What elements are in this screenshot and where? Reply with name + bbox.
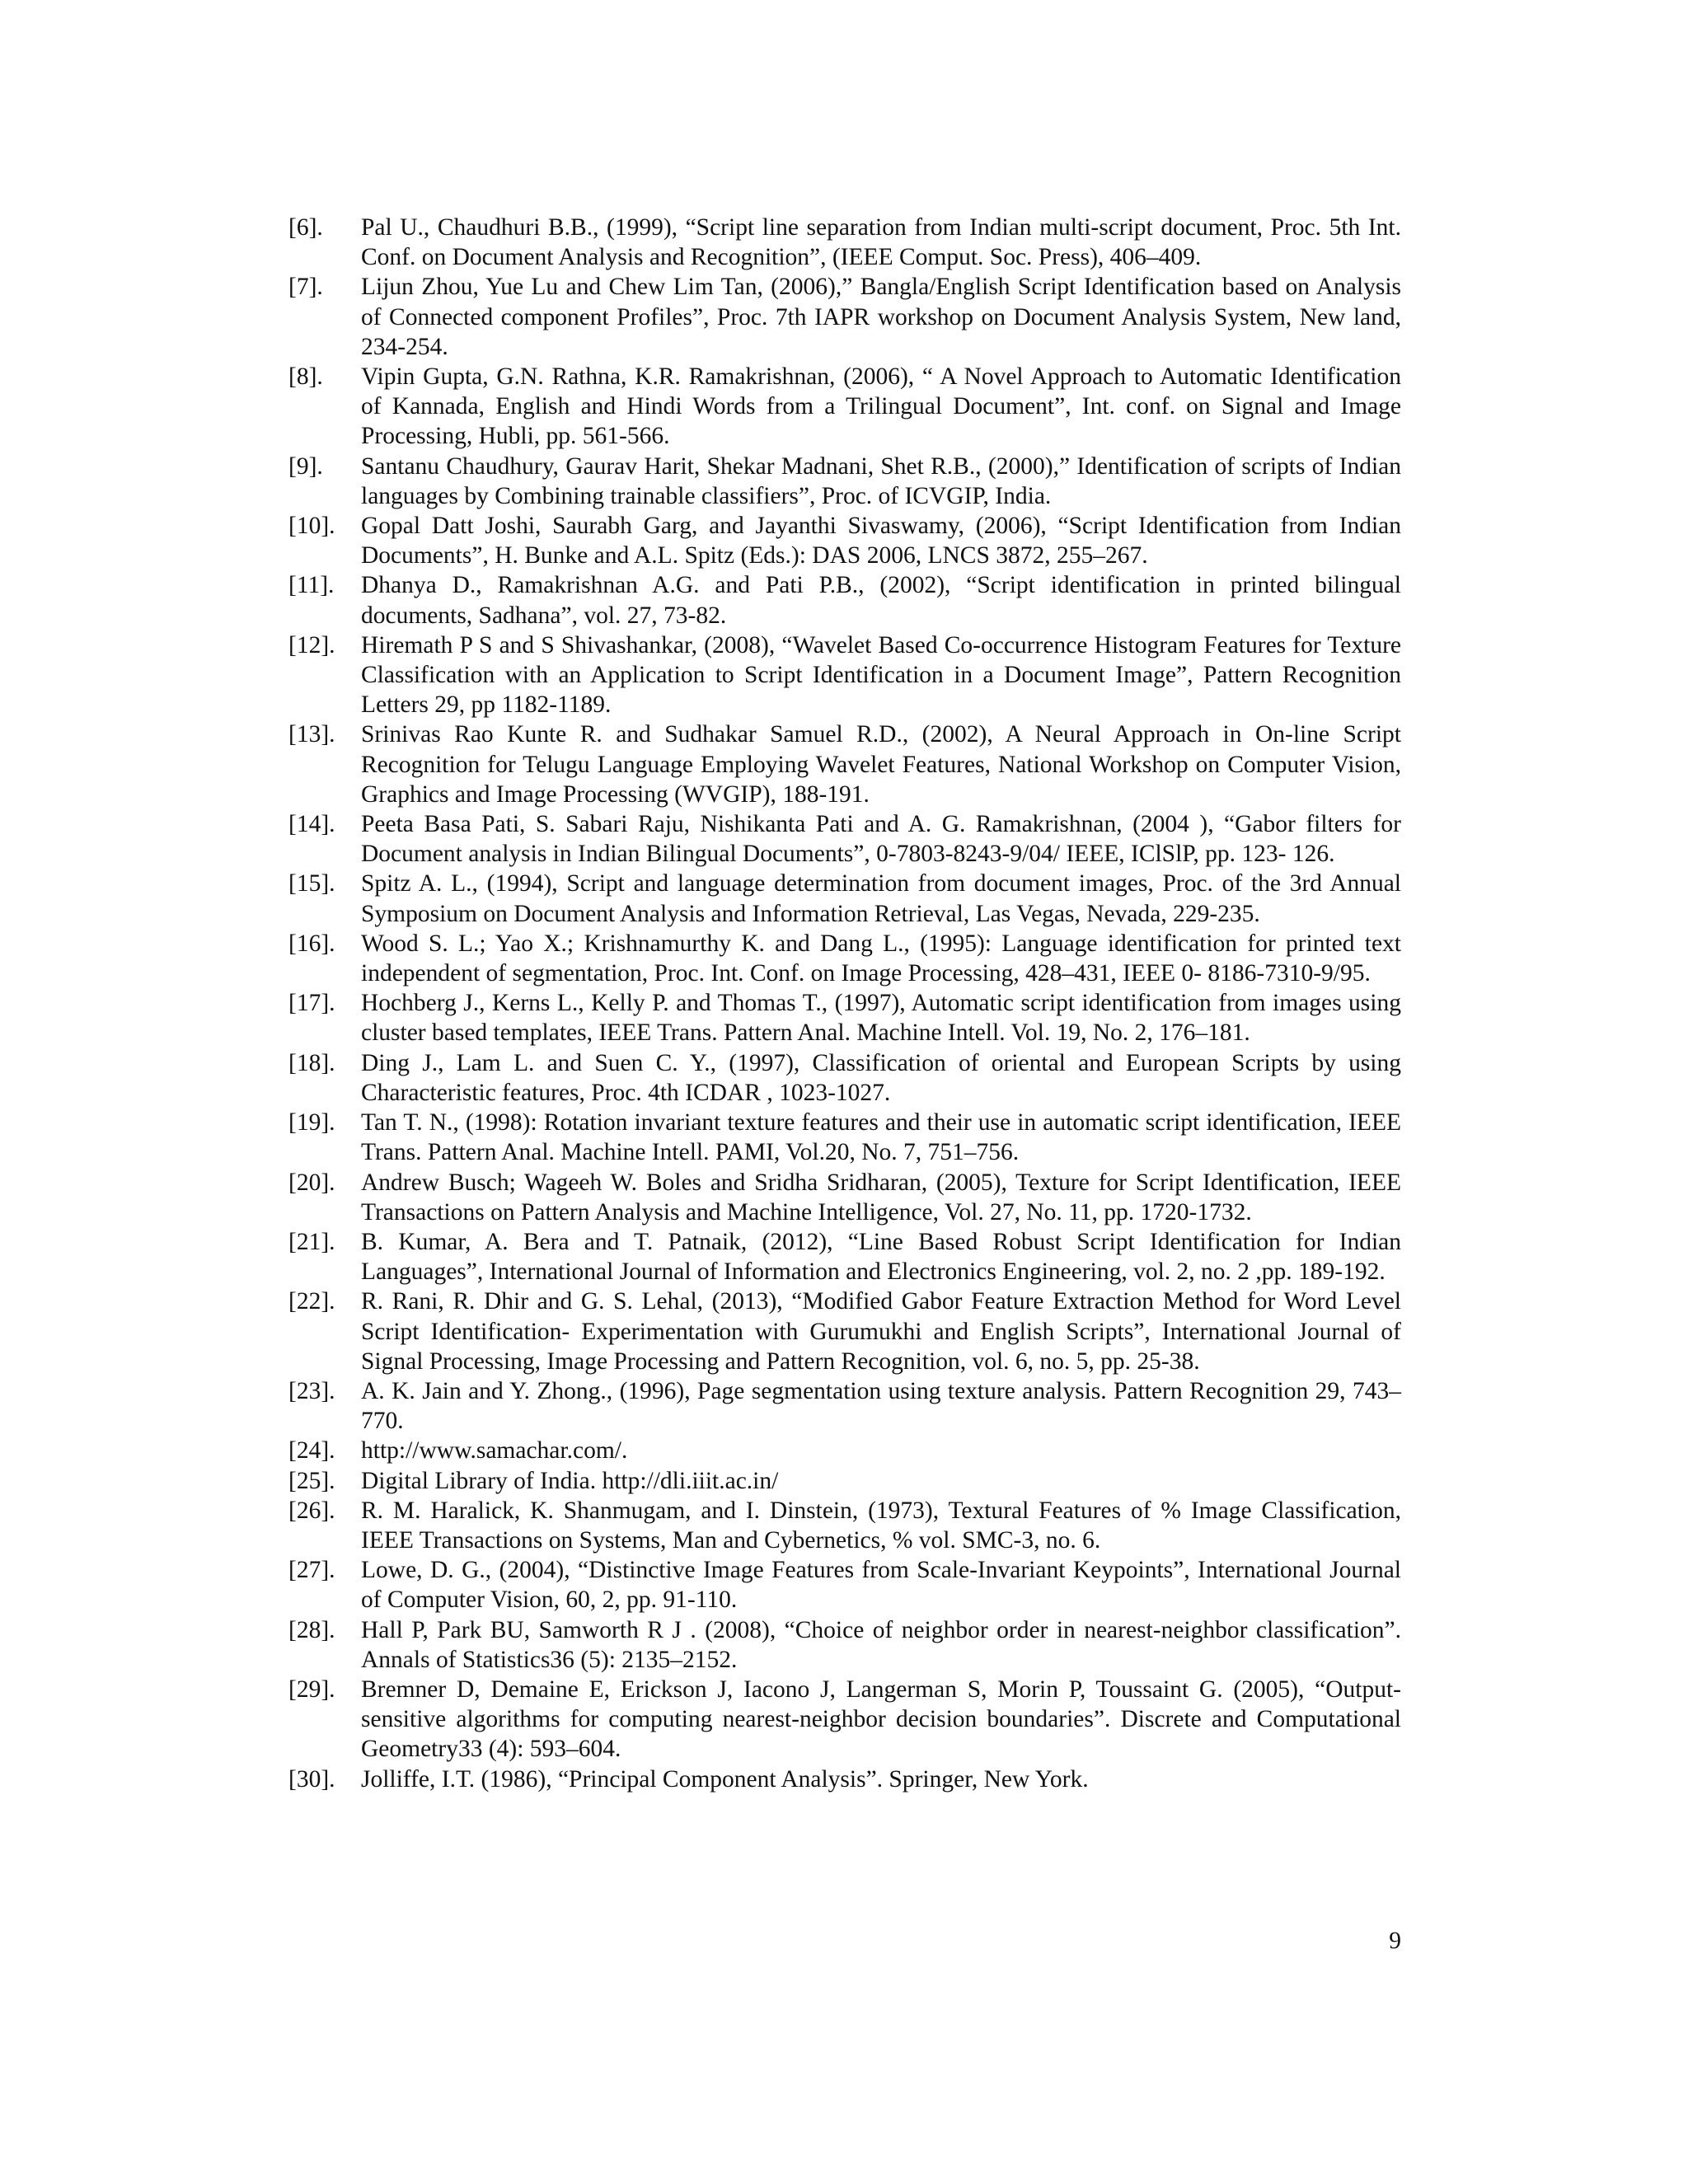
reference-item [288,1765,1401,1794]
reference-item [288,570,1401,630]
page-number: 9 [1389,1928,1401,1954]
reference-text: A. K. Jain and Y. Zhong., (1996), Page segmentation using texture analysis. Pattern Recognition 29, 743–770. [361,1377,1401,1435]
reference-text: Peeta Basa Pati, S. Sabari Raju, Nishikanta Pati and A. G. Ramakrishnan, (2004 ), “Gabor filters for Document analysis in Indian Bilingual Documents”, 0-7803-8243-9/04/ IEEE, IClSlP, pp. 123- 126. [361,811,1401,868]
reference-number: [26]. [288,1497,335,1524]
reference-text: Vipin Gupta, G.N. Rathna, K.R. Ramakrishnan, (2006), “ A Novel Approach to Automatic Identification of Kannada, English and Hindi Words from a Trilingual Document”, Int. conf. on Signal and Image Processing, Hubli, pp. 561-566. [361,363,1401,450]
reference-item [288,630,1401,720]
reference-number: [6]. [288,214,323,241]
reference-text: http://www.samachar.com/. [361,1437,628,1465]
reference-item [288,929,1401,988]
reference-number: [7]. [288,274,323,301]
reference-item [288,1108,1401,1167]
reference-number: [27]. [288,1557,335,1584]
reference-item [288,1436,1401,1465]
reference-number: [12]. [288,631,335,658]
reference-number: [21]. [288,1228,335,1255]
reference-text: Wood S. L.; Yao X.; Krishnamurthy K. and Dang L., (1995): Language identification for printed text independent of segmentation, Proc. Int. Conf. on Image Processing, 428–431, IEEE 0- 8186-7310-9/95. [361,930,1401,987]
reference-item [288,1227,1401,1286]
reference-number: [10]. [288,513,335,540]
reference-item [288,1555,1401,1615]
reference-number: [18]. [288,1049,335,1076]
reference-text: Andrew Busch; Wageeh W. Boles and Sridha Sridharan, (2005), Texture for Script Identification, IEEE Transactions on Pattern Analysis and Machine Intelligence, Vol. 27, No. 11, pp. 1720-1732. [361,1169,1401,1226]
reference-text: Hall P, Park BU, Samworth R J . (2008), “Choice of neighbor order in nearest-neighbor classification”. Annals of Statistics36 (5): 2135–2152. [361,1616,1401,1673]
reference-item [288,452,1401,511]
reference-text: Digital Library of India. http://dli.iiit.ac.in/ [361,1467,779,1494]
reference-item [288,988,1401,1047]
reference-number: [9]. [288,452,323,480]
reference-text: R. M. Haralick, K. Shanmugam, and I. Dinstein, (1973), Textural Features of % Image Classification, IEEE Transactions on Systems, Man and Cybernetics, % vol. SMC-3, no. 6. [361,1497,1401,1554]
reference-item [288,1496,1401,1555]
reference-text: R. Rani, R. Dhir and G. S. Lehal, (2013), “Modified Gabor Feature Extraction Method for Word Level Script Identification- Experimentation with Gurumukhi and English Scripts”, International Journal of Signal Processing, Image Processing and Pattern Recognition, vol. 6, no. 5, pp. 25-38. [361,1288,1401,1375]
reference-number: [17]. [288,990,335,1017]
reference-text: Lowe, D. G., (2004), “Distinctive Image Features from Scale-Invariant Keypoints”, International Journal of Computer Vision, 60, 2, pp. 91-110. [361,1557,1401,1614]
reference-number: [28]. [288,1616,335,1643]
reference-number: [11]. [288,572,335,599]
reference-number: [24]. [288,1437,335,1465]
reference-text: Spitz A. L., (1994), Script and language determination from document images, Proc. of the 3rd Annual Symposium on Document Analysis and Information Retrieval, Las Vegas, Nevada, 229-235. [361,870,1401,927]
reference-item [288,869,1401,928]
reference-item [288,272,1401,362]
reference-item [288,213,1401,272]
reference-text: Jolliffe, I.T. (1986), “Principal Component Analysis”. Springer, New York. [361,1765,1089,1793]
reference-item [288,1168,1401,1227]
reference-item [288,1466,1401,1496]
reference-number: [15]. [288,870,335,898]
reference-item [288,1376,1401,1436]
reference-text: Lijun Zhou, Yue Lu and Chew Lim Tan, (2006),” Bangla/English Script Identification based on Analysis of Connected component Profiles”, Proc. 7th IAPR workshop on Document Analysis System, New land, 234-254. [361,274,1401,360]
reference-number: [25]. [288,1467,335,1494]
reference-number: [14]. [288,811,335,838]
reference-text: Ding J., Lam L. and Suen C. Y., (1997), Classification of oriental and European Scripts by using Characteristic features, Proc. 4th ICDAR , 1023-1027. [361,1049,1401,1106]
reference-text: Dhanya D., Ramakrishnan A.G. and Pati P.B., (2002), “Script identification in printed bilingual documents, Sadhana”, vol. 27, 73-82. [361,572,1401,629]
reference-text: Hiremath P S and S Shivashankar, (2008), “Wavelet Based Co-occurrence Histogram Features for Texture Classification with an Application to Script Identification in a Document Image”, Pattern Recognition Letters 29, pp 1182-1189. [361,631,1401,719]
reference-text: Tan T. N., (1998): Rotation invariant texture features and their use in automatic script identification, IEEE Trans. Pattern Anal. Machine Intell. PAMI, Vol.20, No. 7, 751–756. [361,1109,1401,1166]
reference-item [288,809,1401,869]
reference-text: Gopal Datt Joshi, Saurabh Garg, and Jayanthi Sivaswamy, (2006), “Script Identification from Indian Documents”, H. Bunke and A.L. Spitz (Eds.): DAS 2006, LNCS 3872, 255–267. [361,513,1401,569]
reference-number: [13]. [288,721,335,748]
reference-number: [19]. [288,1109,335,1137]
reference-item [288,1675,1401,1765]
reference-item [288,1048,1401,1108]
reference-text: Pal U., Chaudhuri B.B., (1999), “Script line separation from Indian multi-script document, Proc. 5th Int. Conf. on Document Analysis and Recognition”, (IEEE Comput. Soc. Press), 406–409. [361,214,1401,271]
reference-text: Hochberg J., Kerns L., Kelly P. and Thomas T., (1997), Automatic script identification from images using cluster based templates, IEEE Trans. Pattern Anal. Machine Intell. Vol. 19, No. 2, 176–181. [361,990,1401,1047]
reference-number: [16]. [288,930,335,957]
reference-text: Santanu Chaudhury, Gaurav Harit, Shekar Madnani, Shet R.B., (2000),” Identification of scripts of Indian languages by Combining trainable classifiers”, Proc. of ICVGIP, India. [361,452,1401,509]
reference-text: Srinivas Rao Kunte R. and Sudhakar Samuel R.D., (2002), A Neural Approach in On-line Script Recognition for Telugu Language Employing Wavelet Features, National Workshop on Computer Vision, Graphics and Image Processing (WVGIP), 188-191. [361,721,1401,808]
reference-number: [30]. [288,1765,335,1793]
reference-item [288,511,1401,570]
reference-number: [8]. [288,363,323,391]
reference-item [288,1286,1401,1376]
reference-number: [29]. [288,1675,335,1703]
reference-list [288,213,1401,1794]
reference-item [288,362,1401,452]
reference-number: [20]. [288,1169,335,1196]
reference-item [288,719,1401,809]
reference-text: Bremner D, Demaine E, Erickson J, Iacono J, Langerman S, Morin P, Toussaint G. (2005), “Output-sensitive algorithms for computing nearest-neighbor decision boundaries”. Discrete and Computational Geometry33 (4): 593–604. [361,1675,1401,1763]
reference-number: [23]. [288,1377,335,1404]
reference-item [288,1615,1401,1675]
reference-number: [22]. [288,1288,335,1315]
reference-text: B. Kumar, A. Bera and T. Patnaik, (2012), “Line Based Robust Script Identification for Indian Languages”, International Journal of Information and Electronics Engineering, vol. 2, no. 2 ,pp. 189-192. [361,1228,1401,1286]
